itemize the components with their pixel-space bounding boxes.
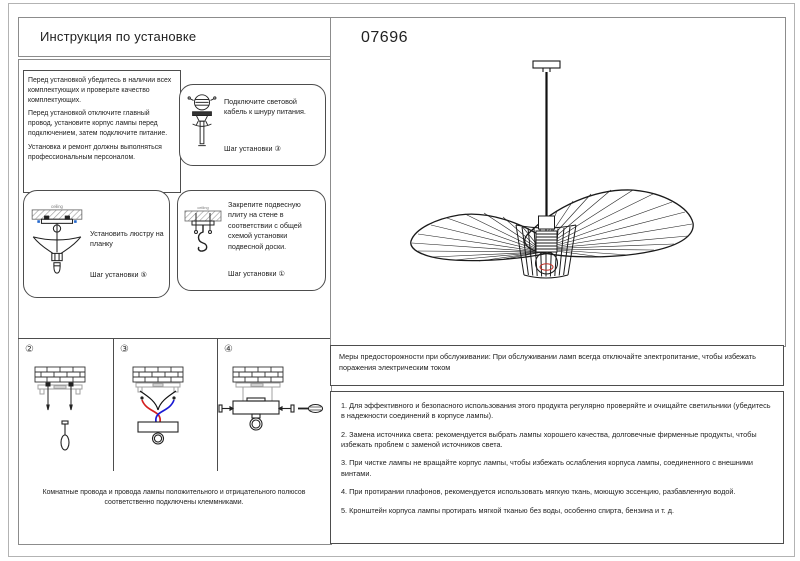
diagram-2-number: ② bbox=[25, 344, 34, 355]
ceiling-label: ceiling bbox=[197, 205, 209, 210]
chandelier-icon bbox=[28, 195, 86, 289]
diagram-4-drawing bbox=[217, 339, 330, 471]
title-box bbox=[18, 17, 332, 57]
safety-item: 5. Кронштейн корпуса лампы протирать мягкой тканью без воды, особенно спирта, бензина и т. д. bbox=[341, 505, 675, 515]
step-mount-label: Шаг установки ⑤ bbox=[90, 270, 147, 279]
ceiling-hook-icon bbox=[183, 203, 223, 269]
warning-line: Установка и ремонт должны выполняться профессиональным персоналом. bbox=[28, 143, 162, 161]
diagram-3 bbox=[113, 339, 218, 471]
diagram-2-drawing bbox=[18, 339, 113, 471]
step-plate-text: Закрепите подвесную плиту на стене в соответствии с общей схемой установки подвесной доски. bbox=[228, 200, 302, 251]
page-title: Инструкция по установке bbox=[40, 29, 197, 44]
model-number: 07696 bbox=[361, 29, 408, 46]
ceiling-label: ceiling bbox=[51, 203, 63, 209]
warnings-box bbox=[23, 70, 181, 193]
safety-item: 4. При протирании плафонов, рекомендуется использовать мягкую ткань, моющую эссенцию, разбавленную водой. bbox=[341, 487, 736, 497]
step-plate-label: Шаг установки ① bbox=[228, 269, 285, 278]
safety-item: 3. При чистке лампы не вращайте корпус лампы, чтобы избежать ослабления корпуса лампы, соединенного с внешними винтами. bbox=[341, 458, 753, 478]
step-plate-box bbox=[177, 190, 326, 291]
safety-notice-box bbox=[330, 345, 784, 386]
safety-item: 2. Замена источника света: рекомендуется выбрать лампы хорошего качества, долговечные фирменные продукты, чтобы избежать проблем с заменой источников света. bbox=[341, 429, 757, 450]
warning-line: Перед установкой убедитесь в наличии всех комплектующих и проверьте качество комплектующих. bbox=[28, 77, 172, 104]
step-connect-box bbox=[179, 84, 326, 166]
step-connect-text: Подключите световой кабель к шнуру питания. bbox=[224, 97, 306, 117]
step-connect-label: Шаг установки ③ bbox=[224, 144, 281, 153]
diagram-4-number: ④ bbox=[224, 344, 233, 355]
diagrams-row bbox=[18, 338, 330, 471]
safety-notice-text: Меры предосторожности при обслуживании: При обслуживании ламп всегда отключайте электропитание, чтобы избежать поражения электрическим током bbox=[339, 352, 756, 372]
step-mount-text: Установить люстру на планку bbox=[90, 229, 164, 249]
diagrams-caption: Комнатные провода и провода лампы положительного и отрицательного полюсов соответственно подключены клеммниками. bbox=[42, 489, 306, 507]
step-mount-box bbox=[23, 190, 170, 298]
safety-item: 1. Для эффективного и безопасного использования этого продукта регулярно проверяйте и очищайте светильники (убедитесь в надежности соединений в корпусе лампы). bbox=[341, 401, 771, 421]
lamp-box bbox=[330, 17, 786, 347]
connector-icon bbox=[186, 91, 218, 157]
diagram-3-number: ③ bbox=[120, 344, 129, 355]
safety-list-box bbox=[330, 391, 784, 544]
warning-line: Перед установкой отключите главный провод, установите корпус лампы перед подключением, затем подключите питание. bbox=[28, 110, 168, 137]
diagram-4 bbox=[217, 339, 330, 471]
diagram-2 bbox=[18, 339, 114, 471]
pendant-lamp-drawing bbox=[391, 53, 731, 333]
diagram-3-drawing bbox=[113, 339, 217, 471]
